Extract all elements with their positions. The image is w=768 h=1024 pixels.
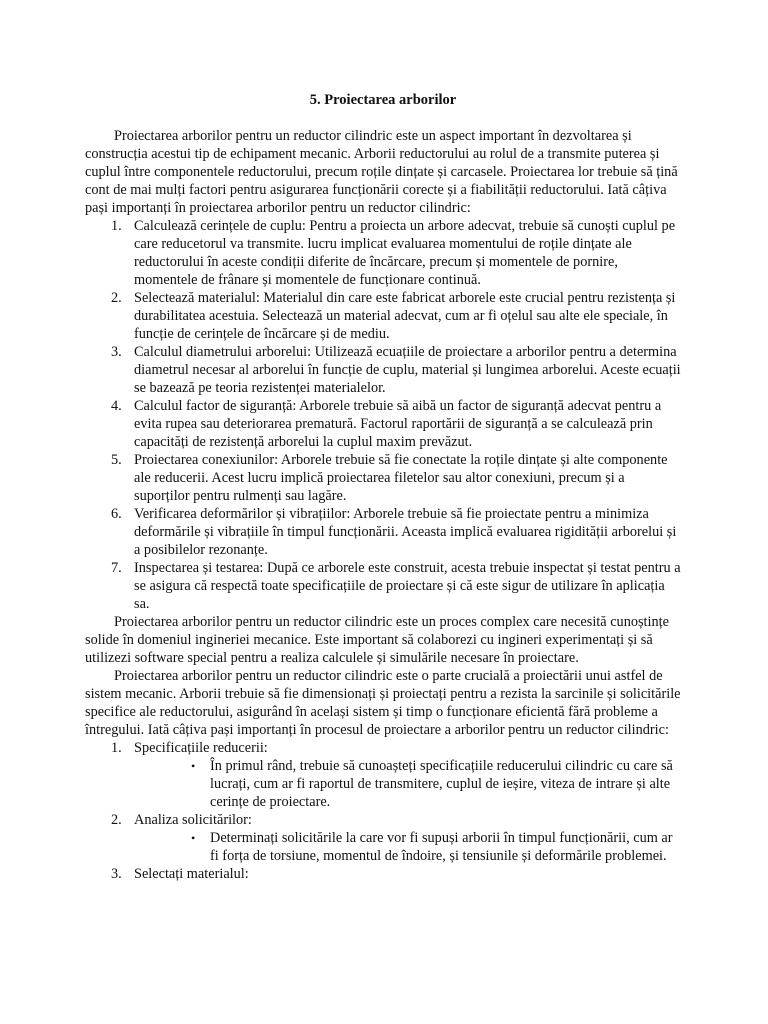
- list-item: [85, 559, 681, 613]
- list-number: 3.: [111, 344, 122, 360]
- list-number: 7.: [111, 560, 122, 576]
- list-item: [85, 217, 681, 289]
- list-item-text: Verificarea deformărilor și vibrațiilor: Arborele trebuie să fie proiectate pentru a minimiza deformările și vibrațiile în timpul funcționării. Aceasta implică evaluarea rigidității arborelui și a posibilelor rezonanțe.: [134, 506, 677, 558]
- sub-list: [134, 757, 681, 811]
- list-number: 4.: [111, 398, 122, 414]
- bullet-icon: •: [191, 759, 196, 773]
- list-item: [85, 811, 681, 865]
- list-item: [85, 397, 681, 451]
- steps-list-1: [85, 217, 681, 613]
- paragraph-3: Proiectarea arborilor pentru un reductor cilindric este o parte crucială a proiectării unui astfel de sistem mecanic. Arborii trebuie să fie dimensionați și proiectați pentru a rezista la sarcinile și solicitările specifice ale reductorului, asigurând în același sistem și timp o funcționare eficientă fără probleme a întregului. Iată câțiva pași importanți în procesul de proiectare a arborilor pentru un reductor cilindric:: [85, 668, 681, 738]
- list-item: [85, 289, 681, 343]
- list-item: [85, 451, 681, 505]
- list-item-text: Calculul factor de siguranță: Arborele trebuie să aibă un factor de siguranță adecvat pentru a evita rupea sau deteriorarea prematură. Factorul raportării de siguranță a se calculează prin capacități de rezistență arborelui la cuplul maxim prevăzut.: [134, 398, 662, 450]
- list-item-text: Selectează materialul: Materialul din care este fabricat arborele este crucial pentru rezistența și durabilitatea acestuia. Selectează un material adecvat, cum ar fi oțelul sau alte ele speciale, în funcție de cerințele de încărcare și de mediu.: [134, 290, 676, 342]
- list-item: [85, 505, 681, 559]
- list-item: [85, 865, 681, 883]
- steps-list-2: [85, 739, 681, 883]
- paragraph-2: Proiectarea arborilor pentru un reductor cilindric este un proces complex care necesită cunoștințe solide în domeniul ingineriei mecanice. Este important să colaborezi cu ingineri experimentați și să utilizezi software special pentru a realiza calculele și simulările necesare în proiectare.: [85, 614, 669, 666]
- list-item-text: Specificațiile reducerii:: [134, 740, 268, 756]
- list-item-text: Calculează cerințele de cuplu: Pentru a proiecta un arbore adecvat, trebuie să cunoști cuplul pe care reducetorul va transmite. lucru implicat evaluarea momentului de roțile dințate ale reductorului în aceste condiții diferite de încărcare, precum și momentele de pornire, momentele de frânare și momentele de funcționare continuă.: [134, 218, 676, 288]
- intro-paragraph: Proiectarea arborilor pentru un reductor cilindric este un aspect important în dezvoltarea și construcția acestui tip de echipament mecanic. Arborii reductorului au rolul de a transmite puterea și cuplul între componentele reductorului, precum roțile dințate și carcasele. Proiectarea lor trebuie să țină cont de mai mulți factori pentru asigurarea funcționării corecte și a fiabilității reductorului. Iată câțiva pași importanți în proiectarea arborilor pentru un reductor cilindric:: [85, 128, 678, 216]
- list-item-text: Analiza solicitărilor:: [134, 812, 252, 828]
- sub-list-item-text: În primul rând, trebuie să cunoașteți specificațiile reducerului cilindric cu care să lucrați, cum ar fi raportul de transmitere, cuplul de ieșire, viteza de intrare și alte cerințe de proiectare.: [210, 758, 673, 810]
- sub-list-item-text: Determinați solicitările la care vor fi supuși arborii în timpul funcționării, cum ar fi forța de torsiune, momentul de îndoire, și tensiunile și deformările problemei.: [210, 830, 673, 864]
- sub-list: [134, 829, 681, 865]
- sub-list-item: [134, 829, 681, 865]
- list-number: 1.: [111, 218, 122, 234]
- list-number: 6.: [111, 506, 122, 522]
- list-number: 3.: [111, 866, 122, 882]
- section-title: 5. Proiectarea arborilor: [309, 92, 457, 108]
- list-item-text: Proiectarea conexiunilor: Arborele trebuie să fie conectate la roțile dințate și alte componente ale reducerii. Acest lucru implică proiectarea filetelor sau altor conexiuni, precum și a suporților pentru rulmenți sau lagăre.: [134, 452, 668, 504]
- list-item-text: Inspectarea și testarea: După ce arborele este construit, acesta trebuie inspectat și testat pentru a se asigura că respectă toate specificațiile de proiectare și că este sigur de utilizare în aplicația sa.: [134, 560, 681, 612]
- bullet-icon: •: [191, 831, 196, 845]
- list-number: 5.: [111, 452, 122, 468]
- list-item: [85, 739, 681, 811]
- list-item: [85, 343, 681, 397]
- page-content: [85, 91, 681, 883]
- list-number: 2.: [111, 290, 122, 306]
- list-number: 2.: [111, 812, 122, 828]
- list-item-text: Selectați materialul:: [134, 866, 249, 882]
- list-item-text: Calculul diametrului arborelui: Utilizează ecuațiile de proiectare a arborilor pentru a determina diametrul necesar al arborelui în funcție de cuplu, material și lungimea arborelui. Aceste ecuații se bazează pe teoria rezistenței materialelor.: [134, 344, 681, 396]
- list-number: 1.: [111, 740, 122, 756]
- sub-list-item: [134, 757, 681, 811]
